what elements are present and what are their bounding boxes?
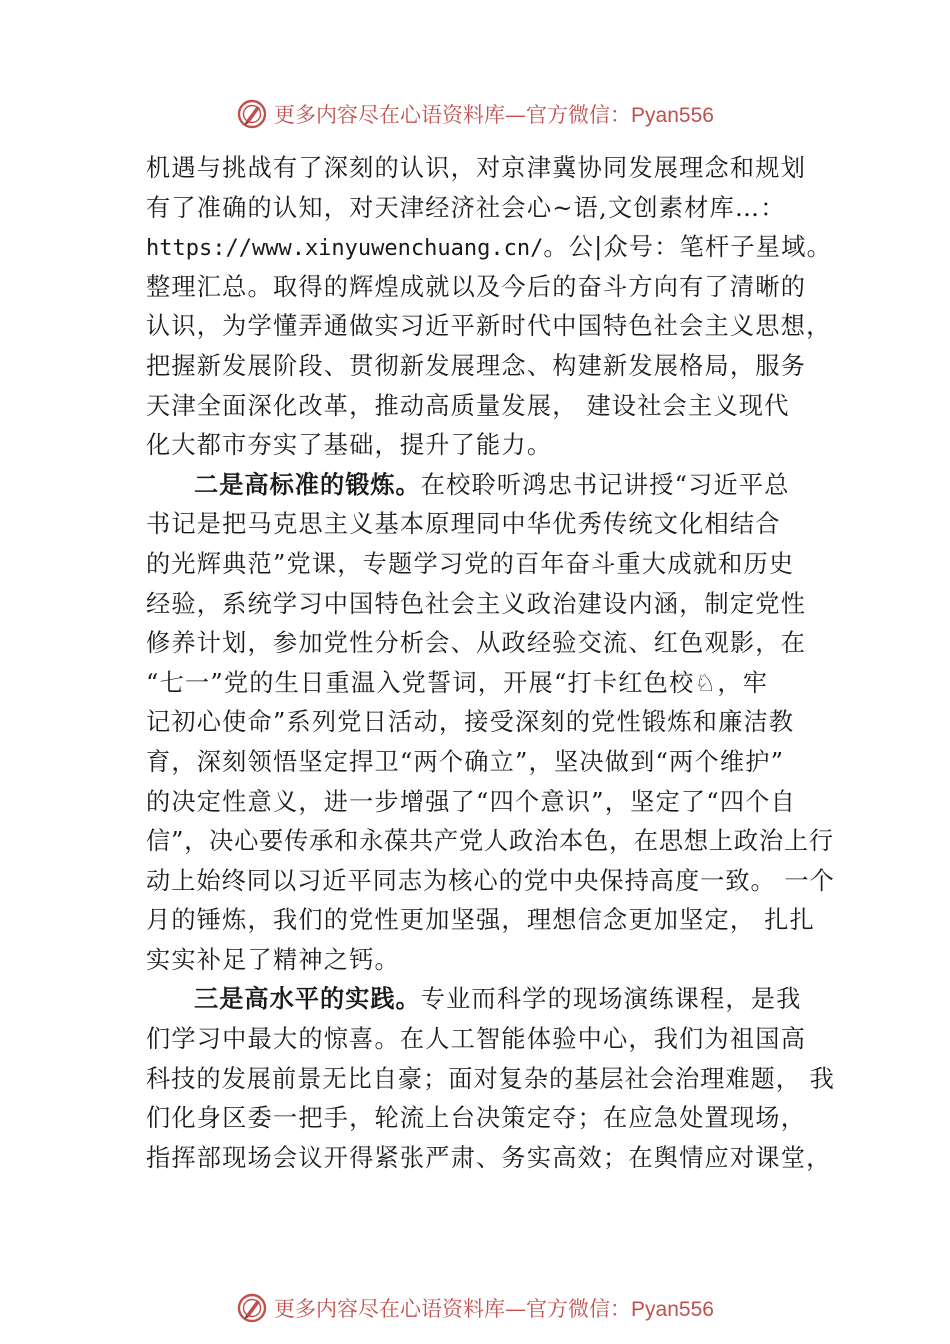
text-line bbox=[146, 743, 826, 783]
line-text: 机遇与挑战有了深刻的认识，对京津冀协同发展理念和规划 bbox=[146, 154, 807, 182]
document-body bbox=[146, 149, 835, 1178]
text-line bbox=[146, 941, 826, 981]
line-text: 认识，为学懂弄通做实习近平新时代中国特色社会主义思想， bbox=[146, 312, 832, 341]
header-banner-text: 更多内容尽在心语资料库—官方微信：Pyan556 bbox=[274, 103, 714, 127]
text-line bbox=[146, 783, 826, 823]
section-lead: 二是高标准的锻炼。 bbox=[194, 470, 421, 499]
text-line bbox=[146, 545, 826, 585]
text-line bbox=[146, 505, 826, 545]
line-text: 把握新发展阶段、贯彻新发展理念、构建新发展格局，服务 bbox=[146, 351, 807, 380]
line-text: 化大都市夯实了基础，提升了能力。 bbox=[146, 431, 553, 460]
header-wechat-id: Pyan556 bbox=[631, 104, 714, 127]
url-text: https://www.xinyuwenchuang.cn/ bbox=[146, 236, 544, 262]
footer-banner-text: 更多内容尽在心语资料库—官方微信：Pyan556 bbox=[274, 1297, 714, 1321]
line-text: 天津全面深化改革，推动高质量发展， 建设社会主义现代 bbox=[146, 391, 790, 420]
text-line bbox=[146, 822, 834, 862]
line-text: 们化身区委一把手，轮流上台决策定夺；在应急处置现场， bbox=[146, 1104, 807, 1133]
text-line bbox=[146, 466, 826, 506]
line-text: 经验，系统学习中国特色社会主义政治建设内涵，制定党性 bbox=[146, 589, 807, 618]
text-line bbox=[146, 1099, 826, 1139]
line-text: 动上始终同以习近平同志为核心的党中央保持高度一致。 一个 bbox=[146, 866, 835, 895]
text-line bbox=[146, 387, 826, 427]
line-text: 。公|众号：笔杆子星域。 bbox=[543, 233, 832, 262]
text-line bbox=[146, 980, 826, 1020]
line-text: 指挥部现场会议开得紧张严肃、务实高效；在舆情应对课堂， bbox=[146, 1143, 832, 1172]
text-line bbox=[146, 307, 832, 347]
footer-wechat-id: Pyan556 bbox=[631, 1298, 714, 1321]
text-line bbox=[146, 268, 826, 308]
text-line bbox=[146, 585, 826, 625]
line-text: 整理汇总。取得的辉煌成就以及今后的奋斗方向有了清晰的 bbox=[146, 272, 807, 301]
text-line bbox=[146, 664, 826, 704]
text-line bbox=[146, 1020, 826, 1060]
text-line bbox=[146, 149, 826, 189]
text-line bbox=[146, 901, 826, 941]
line-text: 信”，决心要传承和永葆共产党人政治本色，在思想上政治上行 bbox=[146, 827, 834, 856]
line-text: 实实补足了精神之钙。 bbox=[146, 945, 400, 974]
section-lead: 三是高水平的实践。 bbox=[194, 985, 421, 1014]
header-banner bbox=[0, 94, 950, 134]
pen-seal-logo-icon bbox=[236, 98, 268, 130]
text-line bbox=[146, 862, 835, 902]
text-line bbox=[146, 703, 826, 743]
text-line bbox=[146, 347, 826, 387]
line-text: 月的锤炼，我们的党性更加坚强，理想信念更加坚定， 扎扎 bbox=[146, 906, 815, 935]
line-text: 修养计划，参加党性分析会、从政经验交流、红色观影，在 bbox=[146, 629, 807, 658]
text-line bbox=[146, 189, 826, 229]
text-line bbox=[146, 426, 826, 466]
text-line bbox=[146, 624, 826, 664]
text-line bbox=[146, 228, 832, 268]
line-text: 们学习中最大的惊喜。在人工智能体验中心，我们为祖国高 bbox=[146, 1025, 807, 1054]
text-line bbox=[146, 1139, 832, 1179]
line-text: 的光辉典范”党课，专题学习党的百年奋斗重大成就和历史 bbox=[146, 549, 795, 578]
line-text: 科技的发展前景无比自豪；面对复杂的基层社会治理难题， 我 bbox=[146, 1064, 835, 1093]
line-text: 专业而科学的现场演练课程，是我 bbox=[420, 985, 802, 1014]
line-text: 有了准确的认知，对天津经济社会心~语,文创素材库…： bbox=[146, 193, 786, 222]
line-text: 的决定性意义，进一步增强了“四个意识”，坚定了“四个自 bbox=[146, 787, 796, 816]
line-text: “七一”党的生日重温入党誓词，开展“打卡红色校♘，牢 bbox=[146, 668, 769, 697]
footer-banner bbox=[0, 1288, 950, 1328]
line-text: 记初心使命”系列党日活动，接受深刻的党性锻炼和廉洁教 bbox=[146, 708, 795, 737]
line-text: 在校聆听鸿忠书记讲授“习近平总 bbox=[420, 470, 790, 499]
line-text: 书记是把马克思主义基本原理同中华优秀传统文化相结合 bbox=[146, 510, 781, 539]
pen-seal-logo-icon bbox=[236, 1292, 268, 1324]
line-text: 育，深刻领悟坚定捍卫“两个确立”，坚决做到“两个维护” bbox=[146, 747, 785, 776]
text-line bbox=[146, 1060, 835, 1100]
